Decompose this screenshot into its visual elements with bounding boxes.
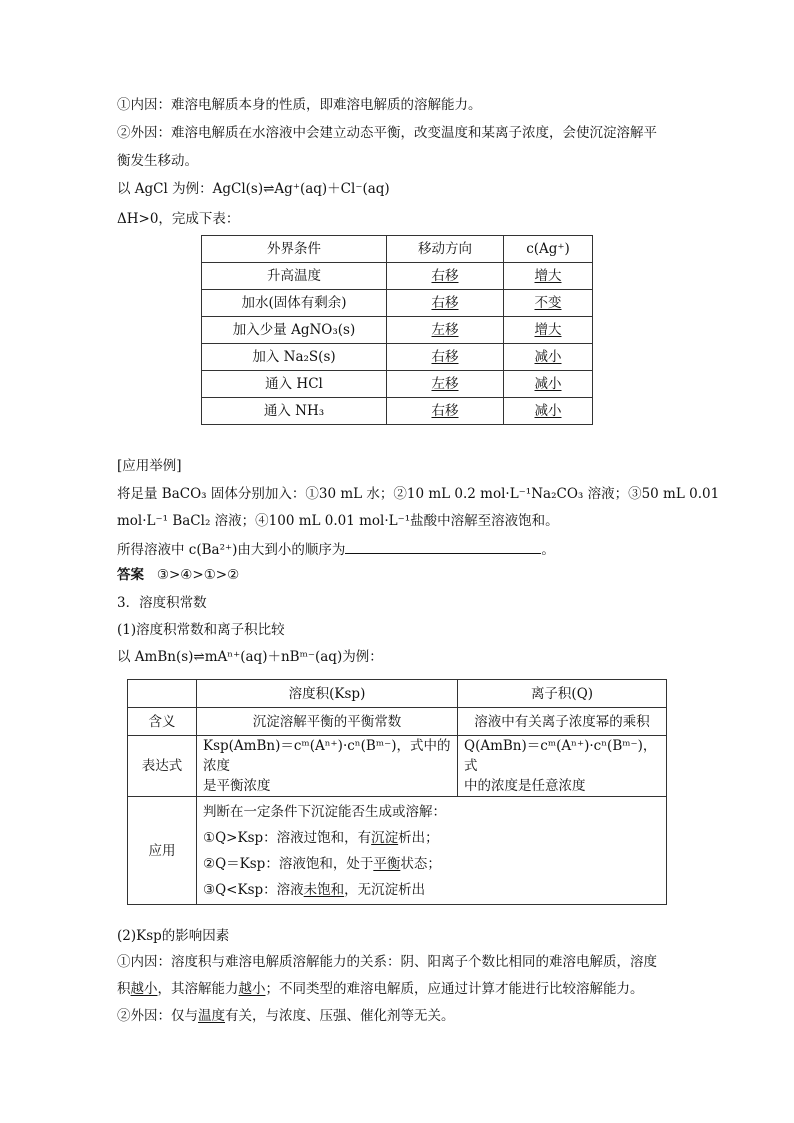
ksp-inner-line-2	[117, 979, 644, 999]
rule-text: 状态；	[400, 855, 441, 872]
inner-underlined-2: 越小	[238, 981, 266, 997]
application-label: 应用	[128, 797, 197, 905]
condition-cell: 加入少量 AgNO₃(s)	[202, 317, 387, 344]
expression-ksp-line-2: 是平衡浓度	[203, 778, 271, 794]
concentration-cell	[504, 344, 593, 371]
concentration-answer: 减小	[534, 349, 562, 365]
condition-cell: 通入 NH₃	[202, 398, 387, 425]
table-row	[128, 736, 667, 797]
direction-cell	[387, 398, 504, 425]
direction-cell	[387, 371, 504, 398]
table-row	[202, 290, 593, 317]
meaning-label: 含义	[128, 708, 197, 736]
question-line-2: mol·L⁻¹ BaCl₂ 溶液；④100 mL 0.01 mol·L⁻¹盐酸中溶解至溶液饱和。	[117, 513, 559, 529]
ksp-comparison-table	[127, 679, 667, 905]
concentration-cell	[504, 317, 593, 344]
outer-underlined: 温度	[198, 1008, 225, 1024]
table-row	[128, 797, 667, 905]
expression-label: 表达式	[128, 736, 197, 797]
rule-underlined: 沉淀	[371, 829, 399, 846]
condition-cell: 加入 Na₂S(s)	[202, 344, 387, 371]
expression-ksp	[197, 736, 458, 797]
header-direction: 移动方向	[387, 236, 504, 263]
rule-underlined: 平衡	[373, 855, 401, 872]
outer-cause-text-2: 衡发生移动。	[117, 153, 198, 169]
inner-text: 积	[117, 981, 131, 997]
rule-text: 析出；	[398, 829, 439, 846]
delta-h-text: ΔH>0，完成下表：	[117, 211, 240, 227]
question-line-3	[117, 539, 555, 560]
concentration-cell	[504, 263, 593, 290]
table-header-row	[202, 236, 593, 263]
header-condition: 外界条件	[202, 236, 387, 263]
direction-cell	[387, 290, 504, 317]
condition-cell: 升高温度	[202, 263, 387, 290]
concentration-answer: 不变	[534, 295, 562, 311]
ambn-equation: 以 AmBn(s)⇌mAⁿ⁺(aq)＋nBᵐ⁻(aq)为例：	[117, 649, 383, 665]
inner-text: ，其溶解能力	[157, 981, 239, 997]
rule-text: ③Q<Ksp：溶液	[203, 881, 304, 898]
table-row	[202, 398, 593, 425]
direction-answer: 左移	[431, 322, 459, 338]
application-cell	[197, 797, 667, 905]
table-header-row	[128, 680, 667, 708]
question-text: 所得溶液中 c(Ba²⁺)由大到小的顺序为	[117, 542, 346, 558]
concentration-cell	[504, 398, 593, 425]
agcl-equation: 以 AgCl 为例：AgCl(s)⇌Ag⁺(aq)＋Cl⁻(aq)	[117, 181, 390, 197]
application-rule-1	[203, 825, 660, 851]
rule-text: ，无沉淀析出	[344, 881, 426, 898]
expression-q	[458, 736, 667, 797]
header-q: 离子积(Q)	[458, 680, 667, 708]
condition-cell: 通入 HCl	[202, 371, 387, 398]
inner-underlined-1: 越小	[130, 981, 158, 997]
inner-cause-text: ①内因：难溶电解质本身的性质，即难溶电解质的溶解能力。	[117, 97, 482, 113]
outer-text: 有关，与浓度、压强、催化剂等无关。	[225, 1008, 455, 1024]
table-row	[202, 263, 593, 290]
rule-text: ②Q＝Ksp：溶液饱和，处于	[203, 855, 374, 872]
subsection-title: (1)溶度积常数和离子积比较	[117, 622, 285, 638]
answer-line	[117, 565, 239, 585]
direction-answer: 左移	[431, 376, 459, 392]
meaning-q: 溶液中有关离子浓度幂的乘积	[458, 708, 667, 736]
outer-cause-text-1: ②外因：难溶电解质在水溶液中会建立动态平衡，改变温度和某离子浓度，会使沉淀溶解平	[117, 125, 657, 141]
direction-cell	[387, 344, 504, 371]
rule-underlined: 未饱和	[303, 881, 345, 898]
application-rule-2	[203, 851, 660, 877]
outer-text: ②外因：仅与	[117, 1008, 198, 1024]
table-row	[202, 344, 593, 371]
table-row	[202, 317, 593, 344]
direction-answer: 右移	[431, 349, 459, 365]
inner-text: ；不同类型的难溶电解质，应通过计算才能进行比较溶解能力。	[265, 981, 644, 997]
header-ksp: 溶度积(Ksp)	[197, 680, 458, 708]
table-row	[202, 371, 593, 398]
direction-cell	[387, 263, 504, 290]
concentration-cell	[504, 290, 593, 317]
expression-q-line-2: 中的浓度是任意浓度	[464, 778, 586, 794]
section-title: 3．溶度积常数	[117, 595, 207, 611]
expression-q-line-1: Q(AmBn)＝cᵐ(Aⁿ⁺)·cⁿ(Bᵐ⁻)，式	[464, 738, 657, 774]
application-intro: 判断在一定条件下沉淀能否生成或溶解：	[203, 803, 446, 820]
table-row	[128, 708, 667, 736]
answer-label: 答案	[117, 567, 144, 583]
concentration-cell	[504, 371, 593, 398]
rule-text: ①Q>Ksp：溶液过饱和，有	[203, 829, 372, 846]
application-heading: [应用举例]	[117, 458, 182, 474]
question-line-1: 将足量 BaCO₃ 固体分别加入：①30 mL 水；②10 mL 0.2 mol·L⁻¹Na₂CO₃ 溶液；③50 mL 0.01	[117, 486, 720, 502]
application-rule-3	[203, 877, 660, 903]
concentration-answer: 增大	[534, 322, 562, 338]
ksp-outer-line	[117, 1006, 455, 1026]
direction-answer: 右移	[431, 268, 459, 284]
concentration-answer: 减小	[534, 376, 562, 392]
condition-cell: 加水(固体有剩余)	[202, 290, 387, 317]
direction-answer: 右移	[431, 295, 459, 311]
answer-value: ③>④>①>②	[156, 567, 240, 583]
subsection-title-2: (2)Ksp的影响因素	[117, 928, 230, 944]
meaning-ksp: 沉淀溶解平衡的平衡常数	[197, 708, 458, 736]
expression-ksp-line-1: Ksp(AmBn)＝cᵐ(Aⁿ⁺)·cⁿ(Bᵐ⁻)，式中的浓度	[203, 738, 451, 774]
header-concentration: c(Ag⁺)	[504, 236, 593, 263]
concentration-answer: 增大	[534, 268, 562, 284]
direction-answer: 右移	[431, 403, 459, 419]
empty-corner-cell	[128, 680, 197, 708]
question-end: 。	[541, 542, 555, 558]
concentration-answer: 减小	[534, 403, 562, 419]
equilibrium-shift-table	[201, 235, 593, 425]
direction-cell	[387, 317, 504, 344]
ksp-inner-line-1: ①内因：溶度积与难溶电解质溶解能力的关系：阴、阳离子个数比相同的难溶电解质，溶度	[117, 954, 657, 970]
answer-blank	[345, 539, 541, 554]
